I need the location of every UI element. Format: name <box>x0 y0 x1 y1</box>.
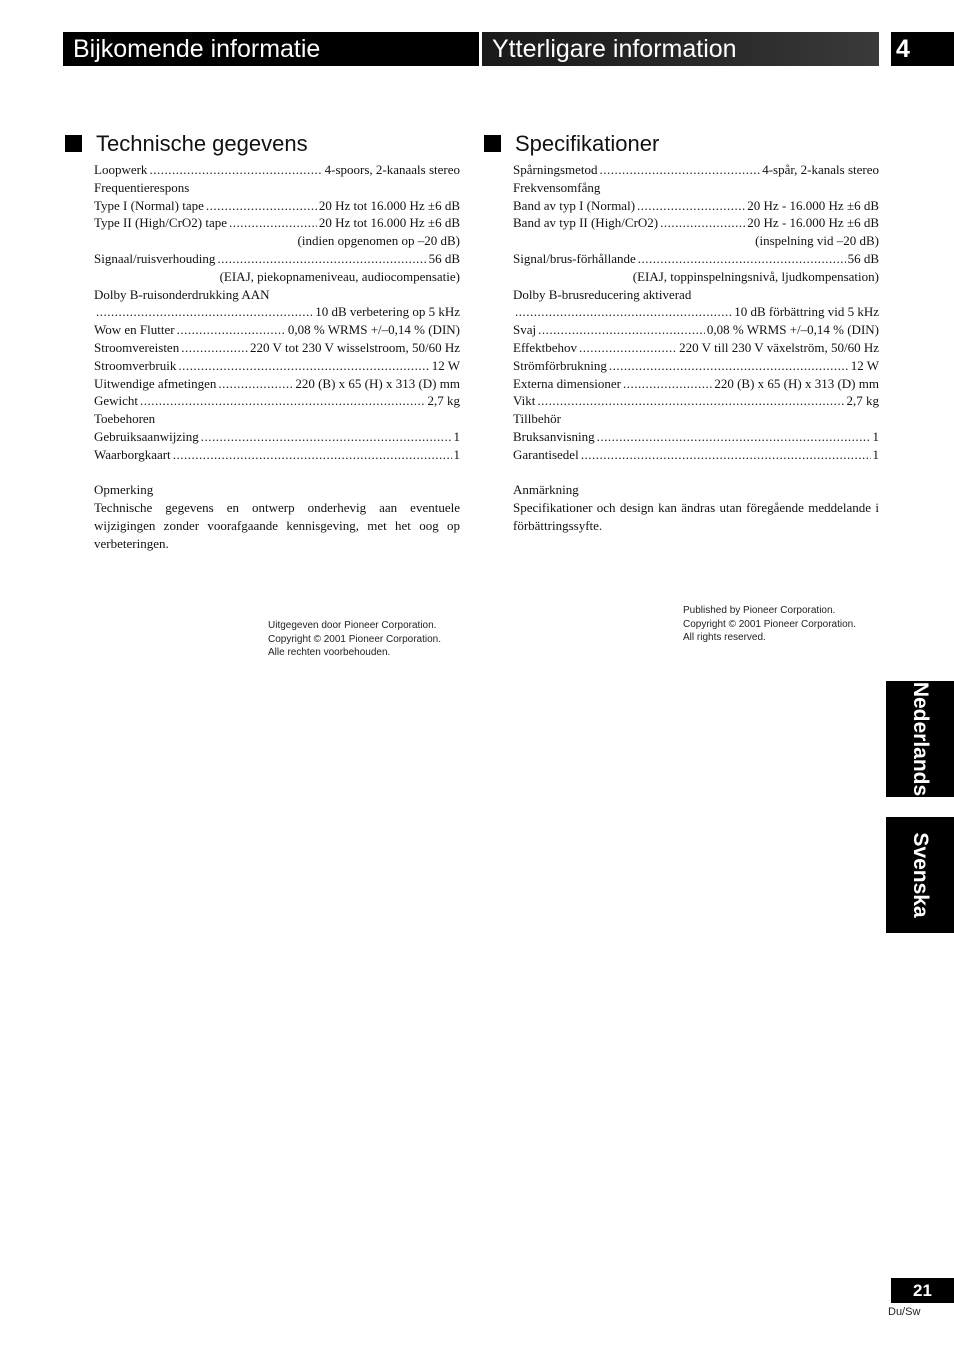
chapter-number: 4 <box>891 32 954 66</box>
spec-note-type2: (inspelning vid –20 dB) <box>755 233 879 249</box>
spec-value: 20 Hz - 16.000 Hz ±6 dB <box>747 215 879 231</box>
spec-heading-dolby: Dolby B-ruisonderdrukking AAN <box>94 286 270 302</box>
leader-dots <box>537 392 844 410</box>
spec-label: Stroomverbruik <box>94 357 177 373</box>
spec-row-snr <box>94 250 460 268</box>
spec-value: 2,7 kg <box>427 393 460 409</box>
leader-dots <box>597 428 871 446</box>
spec-row-wow <box>513 321 879 339</box>
spec-value: 2,7 kg <box>846 393 879 409</box>
leader-dots <box>206 197 317 215</box>
rights-line: Alle rechten voorbehouden. <box>268 647 391 658</box>
spec-value: 0,08 % WRMS +/–0,14 % (DIN) <box>706 322 879 338</box>
leader-dots <box>218 375 293 393</box>
spec-row-type1 <box>513 197 879 215</box>
spec-row-power-cons <box>513 357 879 375</box>
spec-value: 0,08 % WRMS +/–0,14 % (DIN) <box>287 322 460 338</box>
side-tab-nederlands-label: Nederlands <box>909 681 932 797</box>
leader-dots <box>140 392 425 410</box>
spec-label: Type II (High/CrO2) tape <box>94 215 228 231</box>
spec-value: 20 Hz - 16.000 Hz ±6 dB <box>747 197 879 213</box>
spec-value: 220 V till 230 V växelström, 50/60 Hz <box>679 339 879 355</box>
spec-label: Spårningsmetod <box>513 162 598 177</box>
leader-dots <box>600 161 761 179</box>
spec-label: Bruksanvisning <box>513 428 595 444</box>
side-tab-svenska-label: Svenska <box>909 832 932 918</box>
spec-value: 1 <box>453 446 460 462</box>
section-title-swedish-text: Specifikationer <box>515 131 660 156</box>
leader-dots <box>637 197 745 215</box>
leader-dots <box>201 428 452 446</box>
leader-dots <box>579 339 677 357</box>
section-title-swedish <box>484 130 659 158</box>
rights-line: All rights reserved. <box>683 632 766 643</box>
spec-row-mechanism <box>94 161 460 179</box>
publisher-line: Uitgegeven door Pioneer Corporation. <box>268 620 437 631</box>
leader-dots <box>149 161 322 179</box>
spec-note-snr: (EIAJ, piekopnameniveau, audiocompensatie) <box>219 268 460 284</box>
spec-row-dimensions <box>94 375 460 393</box>
note-heading-swedish: Anmärkning <box>513 482 579 498</box>
leader-dots <box>229 214 317 232</box>
copyright-line: Copyright © 2001 Pioneer Corporation. <box>268 633 442 645</box>
spec-label: Wow en Flutter <box>94 322 175 338</box>
leader-dots <box>581 446 871 464</box>
spec-row-power-req <box>513 339 879 357</box>
spec-value: 12 W <box>850 357 879 373</box>
spec-row-manual <box>513 428 879 446</box>
header-title-swedish: Ytterligare information <box>482 32 879 66</box>
spec-note-type2: (indien opgenomen op –20 dB) <box>297 233 460 249</box>
section-title-dutch-text: Technische gegevens <box>96 131 308 156</box>
spec-label: Garantisedel <box>513 446 579 462</box>
spec-label: Effektbehov <box>513 339 578 355</box>
leader-dots <box>609 357 849 375</box>
spec-label: Type I (Normal) tape <box>94 197 204 213</box>
specs-column-swedish <box>513 161 879 535</box>
spec-row-manual <box>94 428 460 446</box>
spec-row-dolby <box>513 303 879 321</box>
section-title-dutch <box>65 130 308 158</box>
spec-value: 56 dB <box>847 250 879 266</box>
spec-row-warranty <box>94 446 460 464</box>
note-text-dutch: Technische gegevens en ontwerp onderhevig aan eventuele wijzigingen zonder voorafgaande kennisgeving, met het oog op verbeteringen. <box>94 500 460 551</box>
spec-value: 4-spår, 2-kanals stereo <box>762 162 879 177</box>
spec-label: Uitwendige afmetingen <box>94 375 217 391</box>
spec-label: Band av typ II (High/CrO2) <box>513 215 659 231</box>
leader-dots <box>96 303 313 321</box>
page-number: 21 <box>891 1278 954 1303</box>
spec-row-weight <box>513 392 879 410</box>
language-code: Du/Sw <box>888 1306 921 1318</box>
header-title-dutch: Bijkomende informatie <box>63 32 479 66</box>
spec-heading-accessories: Tillbehör <box>513 411 561 427</box>
leader-dots <box>173 446 452 464</box>
spec-value: 10 dB förbättring vid 5 kHz <box>734 304 879 320</box>
spec-value: 10 dB verbetering op 5 kHz <box>315 304 460 320</box>
spec-value: 1 <box>872 428 879 444</box>
copyright-line: Copyright © 2001 Pioneer Corporation. <box>683 618 857 630</box>
spec-value: 1 <box>872 446 879 462</box>
spec-row-power-cons <box>94 357 460 375</box>
leader-dots <box>181 339 248 357</box>
specs-column-dutch <box>94 161 460 553</box>
spec-value: 220 V tot 230 V wisselstroom, 50/60 Hz <box>250 339 460 355</box>
spec-row-snr <box>513 250 879 268</box>
spec-row-weight <box>94 392 460 410</box>
spec-label: Band av typ I (Normal) <box>513 197 636 213</box>
leader-dots <box>638 250 846 268</box>
spec-value: 20 Hz tot 16.000 Hz ±6 dB <box>318 215 460 231</box>
spec-heading-frequency: Frekvensomfång <box>513 179 601 195</box>
leader-dots <box>177 321 286 339</box>
spec-label: Waarborgkaart <box>94 446 171 462</box>
square-bullet-icon <box>65 135 82 152</box>
leader-dots <box>660 214 745 232</box>
publisher-note-english <box>683 604 856 645</box>
spec-value: 12 W <box>431 357 460 373</box>
spec-row-power-req <box>94 339 460 357</box>
spec-value: 220 (B) x 65 (H) x 313 (D) mm <box>295 375 460 391</box>
spec-label: Svaj <box>513 322 537 338</box>
side-tab-nederlands <box>886 681 954 797</box>
spec-row-method <box>513 161 879 179</box>
spec-row-dimensions <box>513 375 879 393</box>
publisher-line: Published by Pioneer Corporation. <box>683 605 836 616</box>
spec-note-snr: (EIAJ, toppinspelningsnivå, ljudkompensation) <box>632 268 879 284</box>
leader-dots <box>538 321 705 339</box>
spacer <box>513 464 879 482</box>
note-heading-dutch: Opmerking <box>94 482 154 498</box>
spec-label: Signal/brus-förhållande <box>513 250 636 266</box>
spec-label: Vikt <box>513 393 536 409</box>
note-text-swedish: Specifikationer och design kan ändras utan föregående meddelande i förbättringssyfte. <box>513 500 879 533</box>
spec-row-wow <box>94 321 460 339</box>
spec-row-warranty <box>513 446 879 464</box>
spec-heading-frequency: Frequentierespons <box>94 179 190 195</box>
spec-label: Stroomvereisten <box>94 339 180 355</box>
spec-heading-dolby: Dolby B-brusreducering aktiverad <box>513 286 692 302</box>
spec-row-dolby <box>94 303 460 321</box>
spec-label: Signaal/ruisverhouding <box>94 250 216 266</box>
spacer <box>94 464 460 482</box>
spec-value: 20 Hz tot 16.000 Hz ±6 dB <box>318 197 460 213</box>
side-tab-svenska <box>886 817 954 933</box>
spec-row-type2 <box>94 214 460 232</box>
leader-dots <box>178 357 429 375</box>
spec-value: 56 dB <box>428 250 460 266</box>
spec-row-type2 <box>513 214 879 232</box>
spec-label: Strömförbrukning <box>513 357 607 373</box>
spec-label: Gebruiksaanwijzing <box>94 428 199 444</box>
publisher-note-dutch <box>268 619 441 660</box>
leader-dots <box>217 250 426 268</box>
leader-dots <box>515 303 732 321</box>
spec-value: 1 <box>453 428 460 444</box>
spec-label: Externa dimensioner <box>513 375 621 391</box>
spec-heading-accessories: Toebehoren <box>94 411 156 427</box>
leader-dots <box>623 375 712 393</box>
square-bullet-icon <box>484 135 501 152</box>
spec-value: 220 (B) x 65 (H) x 313 (D) mm <box>714 375 879 391</box>
spec-label: Loopwerk <box>94 162 148 177</box>
spec-row-type1 <box>94 197 460 215</box>
spec-value: 4-spoors, 2-kanaals stereo <box>324 162 460 177</box>
spec-label: Gewicht <box>94 393 139 409</box>
